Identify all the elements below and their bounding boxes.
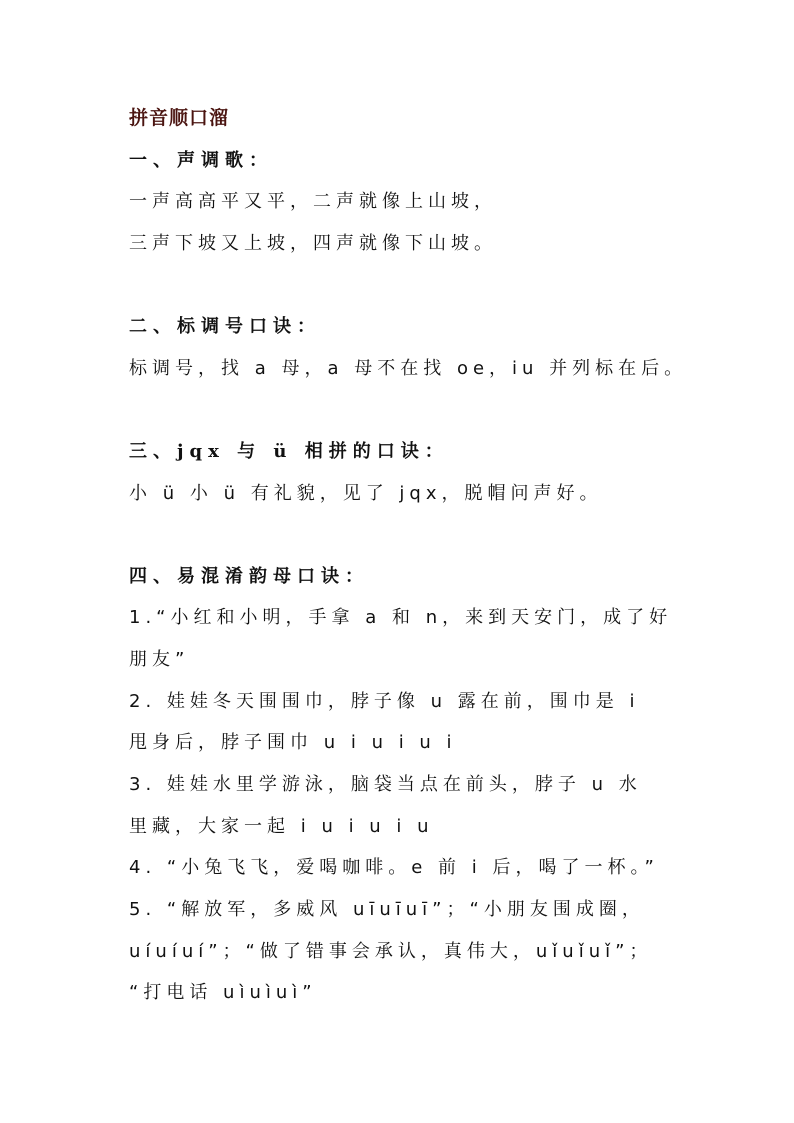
section-2-heading: 二、标调号口诀： (129, 316, 321, 337)
section-1-line-2: 三声下坡又上坡，四声就像下山坡。 (129, 233, 497, 254)
document-title: 拼音顺口溜 (129, 107, 230, 129)
section-4-line-5: 3. 娃娃水里学游泳，脑袋当点在前头，脖子 u 水 (129, 774, 642, 795)
section-4-line-6: 里藏，大家一起 i u i u i u (129, 816, 434, 837)
section-3-heading: 三、jqx 与 ü 相拼的口诀： (129, 441, 449, 462)
section-4-line-10: “打电话 uìuìuì” (129, 982, 317, 1003)
section-4-line-1: 1.“小红和小明，手拿 a 和 n，来到天安门，成了好 (129, 607, 673, 628)
section-4-heading: 四、易混淆韵母口诀： (129, 566, 369, 587)
section-4-line-4: 甩身后，脖子围巾 u i u i u i (129, 732, 457, 753)
section-4-line-7: 4. “小兔飞飞，爱喝咖啡。e 前 i 后，喝了一杯。” (129, 857, 659, 878)
section-4-line-8: 5. “解放军，多威风 uīuīuī”；“小朋友围成圈， (129, 899, 645, 920)
section-4-line-3: 2. 娃娃冬天围围巾，脖子像 u 露在前，围巾是 i (129, 691, 640, 712)
section-4-line-2: 朋友” (129, 649, 190, 670)
section-3-line-1: 小 ü 小 ü 有礼貌，见了 jqx，脱帽问声好。 (129, 483, 603, 504)
section-1-line-1: 一声高高平又平，二声就像上山坡， (129, 191, 497, 212)
section-4-line-9: uíuíuí”；“做了错事会承认，真伟大，uǐuǐuǐ”； (129, 941, 653, 962)
section-1-heading: 一、声调歌： (129, 150, 273, 171)
section-2-line-1: 标调号，找 a 母，a 母不在找 oe，iu 并列标在后。 (129, 358, 688, 379)
